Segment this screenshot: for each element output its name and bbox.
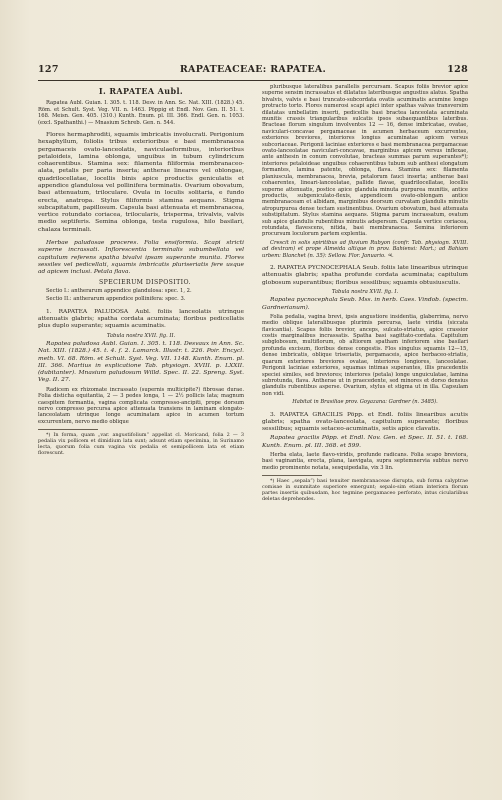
species-1-description: Radicem ex rhizomate incrassato (supernis multicipite?) fibrosae durae. Folia disticha equitantia, 2 — 3 pedes longa, 1 — 2½ pollicis lata; magnum caespitem formantia, vagina complicata compresso-ancipiti, prope dorsum nervo compresso percursa apice attenuata transiens in laminam elongato-lanceolatam utrinque longe acuminatam apice in acumen tortum excurrentem, nervo medio oblique [38, 386, 244, 425]
species-3-description: Herba elata, laete flavo-viridis, profunde radicans. Folia scapo breviora, basi vaginantia, erecta, plana, laevigata, supra septemnervia subtus nervo medio prominente notata, sesquipedalia, vix 3 lin. [262, 452, 468, 471]
section-two: Sectio II.: antherarum appendice pollinifera: spec. 3. [46, 296, 186, 303]
species-1-diagnosis: 1. RAPATEA PALUDOSA Aubl. foliis lanceolatis utrinque attenuatis glabris; spatha cordata acuminata; floribus pedicellatis plus duplo superante; squamis acuminatis. [38, 308, 244, 330]
genus-habit: Herbae paludosae proceres. Folia ensiformia. Scapi stricti superne incrassati. Inflorescentia terminalis subumbellata vel capitulum referens spatha bivalvi ipsam superante munita. Flores sessiles vel pedicellati, squamis imbricatis pluriseriatis fere usque ad apicem inclusi. Petala flava. [38, 240, 244, 276]
species-1-plate: Tabula nostra XVII. fig. II. [106, 332, 176, 339]
footnote-rule [38, 429, 98, 430]
running-title: RAPATEACEAE: RAPATEA. [179, 64, 327, 75]
footnote-rule-right [262, 475, 322, 476]
species-2-plate: Tabula nostra XVII. fig. I. [331, 288, 399, 295]
species-1-locality: Crescit in solis spiritibus ad fluvium Rubyon (confr. Tab. physiogn. XVIII. ad dextram) et prope Almeida altique in prov. Bahiensi: Mart.; ad Bahiam urbem: Blanchet (n. 35): Sellow. Flor. Januario. ♃. [262, 239, 468, 259]
species-key-heading: SPECIERUM DISPOSITIO. [99, 278, 191, 286]
genus-heading: I. RAPATEA Aubl. [98, 86, 184, 96]
right-column [262, 84, 468, 504]
header-rule [38, 80, 468, 81]
footnote-right: *) Haec „sepala“) basi tenuiter membranaceae disrupta, sub forma calyptrae comisae in summitate superiore emergunt; sepalo-sim etiam interiora florum partes insertis quibusdam, hoc tegmine pergamaceo perforato, intus ciculariibus deletas deprehendes. [262, 478, 468, 503]
footnote-left: *) In forma, quam „var. angustifolium“ appellat cl. Moricand, folia 2 — 3 pedalia vix pollicem et dimidium lata sunt; adsunt etiam specimina, in Surinamo lecta, quorum folia cum vagina vix pedalia et semipollicem lata et etiam florescunt. [38, 432, 244, 457]
species-3-synonymy: Rapatea gracilis Pöpp. et Endl. Nov. Gen. et Spec. II. 51. t. 168. Kunth. Enum. pl. III. 368. et 599. [262, 435, 468, 449]
species-1-synonymy: Rapatea paludosa Aubl. Guian. I. 305. t. 118. Desvaux in Ann. Sc. Nat. XIII. (1828.) 45. t. 4. f. 2. Lamarck. Illustr. t. 226. Poir. Encycl. meth. VI. 68. Röm. et Schult. Syst. Veg. VII. 1148. Kunth. Enum. pl. III. 366. Martius in explicatione Tab. physiogn. XVIII. p. LXXII. (dubitanter). Mnasium paludosum Willd. Spec. II. 22. Spreng. Syst. Veg. II. 27. [38, 340, 244, 384]
genus-description: Flores hermaphroditi, squamis imbricatis involucrati. Perigonium hexaphyllum, foliolis tribus exterioribus e basi membranacea pergamaceis ovato-lanceolatis, naviculaeformibus, interioribus petaloideis, lamina oblonga, unguibus in tubum cylindricum cohaerentibus. Stamina sex: filamenta filiformia membranaceo-alata, petalis per paria inserta; antherae lineares vel oblongae, quadrilocellatae, locellis binis apice productis geniculatis et appendice glandulosa vel pollinifera terminatis. Ovarium obovatum, basi attenuatum, triloculare. Ovula in loculis solitaria, e fundo erecta, anatropa. Stylus filiformis stamina aequans. Stigma subcapitatum, papillosum. Capsula basi attenuata et membranacea, vertice rotundato coriacea, trilocularis, trisperma, trivalvis, valvis medio septiferis. Semina oblonga, testa rugulosa, hilo basilari, chalaza terminali. [38, 131, 244, 233]
species-1-description-cont: pluribusque lateralibus parallelis percursam. Scapus foliis brevior apice superne sensim incrassatus et dilatatus lateribusque angustius alatus. Spatha bivalvis, valvis e basi truncato-subcordata ovatis acuminatis acumine longo protracto torto. Flores numerosi scapi apici inter spathas valvas transversim dilatatas umbellatim inserti, pedicellis basi bractea lanceolata acuminata munitis crassis triangularibus sulcatis ipsos subaequantibus lateribus. Bracteae florum singulum involventes 12 — 16, dense imbricatae, ovatae, naviculari-concavae pergamaceae in acumen herbaceum excurrentes, exteriores breviores, interiores longius acuminatae apicem versus subcoriaceae. Perigonii laciniae exteriores e basi membranacea pergamaceae ovato-lanceolatae naviculari-concavae, marginibus apicem versus inflexae, ante anthesin in conum convolutae, bracteas summas parum superantes*); interiores petaloideae unguibus cohaerentibus tubum sub anthesi elongatum formantes, lamina patente, oblonga, flava. Stamina sex: filamenta planiuscula, membranacea, brevia, petalorum fauci inserta; antherae basi cohaerentes, lineari-lanceolatae, pallide flavae, quadrilocellatae, locellis superne attenuatis, postice apice glandula minuta purpurea munitis, antice productis, subgeniculato-flexis, appendicem ovato-oblongam antice membranaceam et albidam, marginibus deorsum curvatam glandulis minutis atropurpurea dense tectam sustinentibus. Ovarium obovatum, basi attenuata substipitatum. Stylus stamina aequans. Stigma parum incrassatum, ovatum sub apice glandulis rubentibus minutis adspersum. Capsula vertice coriacea, rotundata, flavescens, nitida, basi membranacea. Semina inferiorem procursum loculorum partem explentia. [262, 84, 468, 238]
section-one: Sectio I.: antherarum appendice glandulosa: spec. 1, 2. [46, 287, 192, 294]
left-column [38, 86, 244, 458]
page-number-left: 127 [38, 64, 59, 75]
species-3-diagnosis: 3. RAPATEA GRACILIS Pöpp. et Endl. foliis linearibus acutis glabris; spatha ovato-lanceolata, capitulum superante; floribus sessilibus; squamis setaceo-acuminatis, setis apice clavatis. [262, 411, 468, 433]
genus-references: Rapatea Aubl. Guian. I. 305. t. 118. Desv. in Ann. Sc. Nat. XIII. (1828.) 45. Röm. et Schult. Syst. Veg. VII. n. 1463. Pöppig et Endl. Nov. Gen. II. 51. t. 168. Meisn. Gen. 405. (310.) Kunth. Enum. pl. III. 366. Endl. Gen. n. 1053. (excl. Spathanthi.) — Mnasium Schreb. Gen. n. 544. [38, 100, 244, 126]
running-header [38, 64, 468, 80]
species-2-locality: Habitat in Brasiliae prov. Goyazana: Gardner (n. 3485). [292, 399, 438, 406]
species-2-description: Folia pedalia, vagina brevi, ipsis angustiore insidentia, glaberrima, nervo medio oblique lateralibusque plurimis percursa, laete viridia (siccata flavicantia). Scapus foliis brevior, anceps, sulcato-striatus, apice crassior costis marginalibus incrassatis. Spatha basi sagittato-cordata. Capitulum subglobosum, multiflorum, ob altiorem spatham inferiorem sine basilari profunda excisum, floribus dense congestis. Flos singulus squamis 12—15, dense imbricatis, oblique triseriatis, pergamaceis, apice herbaceo-striatis, quarum exteriores breviores ovatae, interiores longiores, lanceolatae. Perigonii laciniae exteriores, squamas intimas superantes, illis pracedentis speciei similes, sed breviores; interiores (petala) longe unguiculatae, lamina subrotunda, flava. Antherae ut in praecedente, sed minores et dorso densius glandulis rubentibus asperse. Ovarium, stylus et stigma ut in illa. Capsulam non vidi. [262, 313, 468, 397]
species-2-diagnosis: 2. RAPATEA PYCNOCEPHALA Seub. foliis late linearibus utrinque attenuatis glabris; spatha profunde cordata acuminata; capitulum globosum superantibus; floribus sessilibus; squamis obtusiusculis. [262, 264, 468, 286]
page-number-right: 128 [447, 64, 468, 75]
species-2-synonymy: Rapatea pycnocephala Seub. Mss. in herb. Caes. Vindob. (specim. Gardnerianum). [262, 297, 468, 311]
